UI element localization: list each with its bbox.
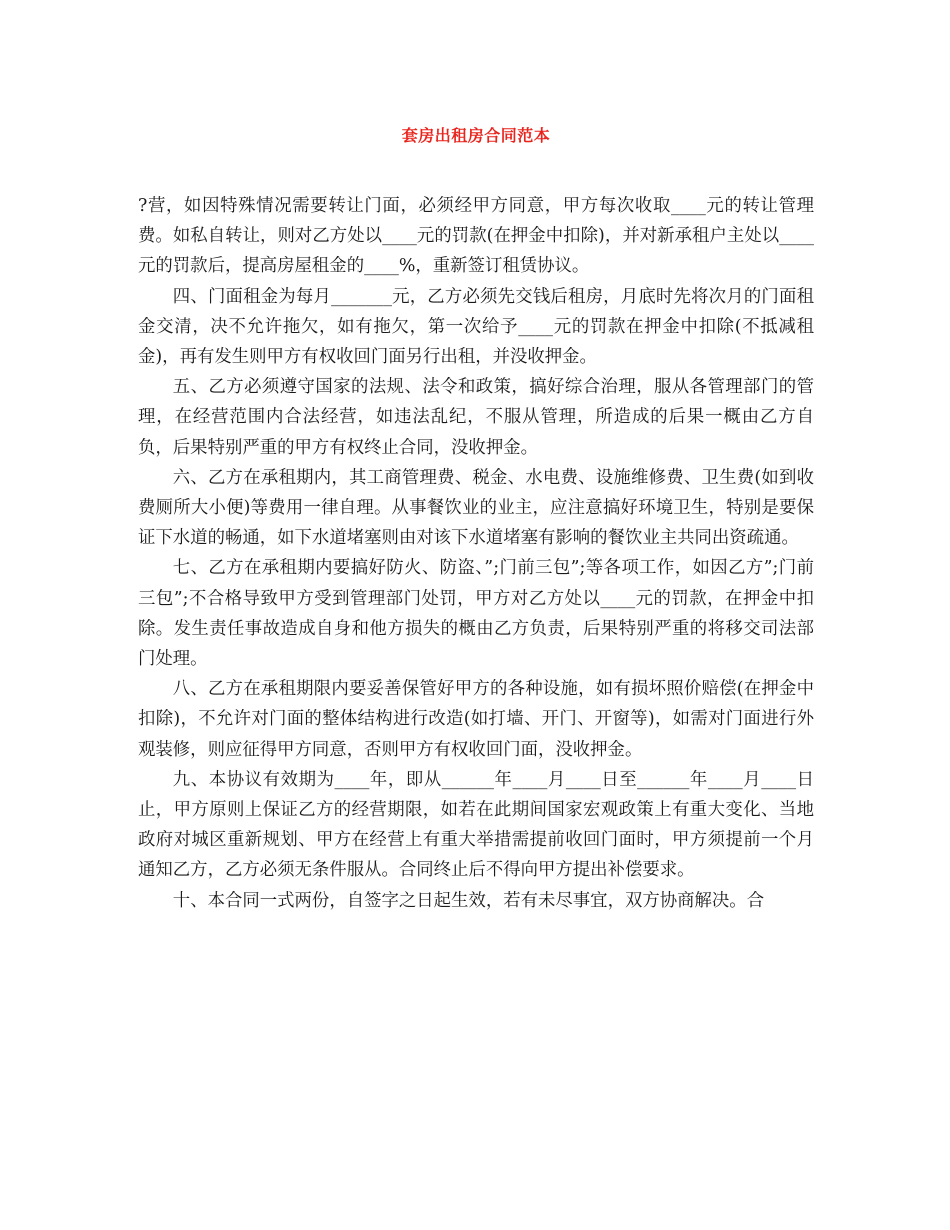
document-page (138, 0, 814, 916)
paragraph-clause-4: 四、门面租金为每月_______元，乙方必须先交钱后租房，月底时先将次月的门面租金交清，决不允许拖欠，如有拖欠，第一次给予____元的罚款在押金中扣除(不抵减租金)，再有发生则甲方有权收回门面另行出租，并没收押金。 (138, 286, 814, 368)
paragraph-clause-6: 六、乙方在承租期内，其工商管理费、税金、水电费、设施维修费、卫生费(如到收费厕所大小便)等费用一律自理。从事餐饮业的业主，应注意搞好环境卫生，特别是要保证下水道的畅通，如下水道堵塞则由对该下水道堵塞有影响的餐饮业主共同出资疏通。 (138, 467, 814, 549)
paragraph-clause-5: 五、乙方必须遵守国家的法规、法令和政策，搞好综合治理，服从各管理部门的管理，在经营范围内合法经营，如违法乱纪，不服从管理，所造成的后果一概由乙方自负，后果特别严重的甲方有权终止合同，没收押金。 (138, 377, 814, 458)
document-body (138, 191, 814, 916)
document-title: 套房出租房合同范本 (401, 126, 551, 145)
paragraph-clause-7: 七、乙方在承租期内要搞好防火、防盗、”;门前三包”;等各项工作，如因乙方”;门前三包”;不合格导致甲方受到管理部门处罚，甲方对乙方处以____元的罚款，在押金中扣除。发生责任事故造成自身和他方损失的概由乙方负责，后果特别严重的将移交司法部门处理。 (138, 558, 814, 670)
paragraph-clause-9: 九、本协议有效期为____年，即从______年____月____日至______年____月____日止，甲方原则上保证乙方的经营期限，如若在此期间国家宏观政策上有重大变化、当地政府对城区重新规划、甲方在经营上有重大举措需提前收回门面时，甲方须提前一个月通知乙方，乙方必须无条件服从。合同终止后不得向甲方提出补偿要求。 (138, 769, 814, 881)
paragraph-clause-10: 十、本合同一式两份，自签字之日起生效，若有未尽事宜，双方协商解决。合 (172, 890, 765, 911)
paragraph-continuation: ?营，如因特殊情况需要转让门面，必须经甲方同意，甲方每次收取____元的转让管理费。如私自转让，则对乙方处以____元的罚款(在押金中扣除)，并对新承租户主处以____元的罚款后，提高房屋租金的____%，重新签订租赁协议。 (138, 196, 814, 277)
paragraph-clause-8: 八、乙方在承租期限内要妥善保管好甲方的各种设施，如有损坏照价赔偿(在押金中扣除)，不允许对门面的整体结构进行改造(如打墙、开门、开窗等)，如需对门面进行外观装修，则应征得甲方同意，否则甲方有权收回门面，没收押金。 (138, 679, 814, 760)
